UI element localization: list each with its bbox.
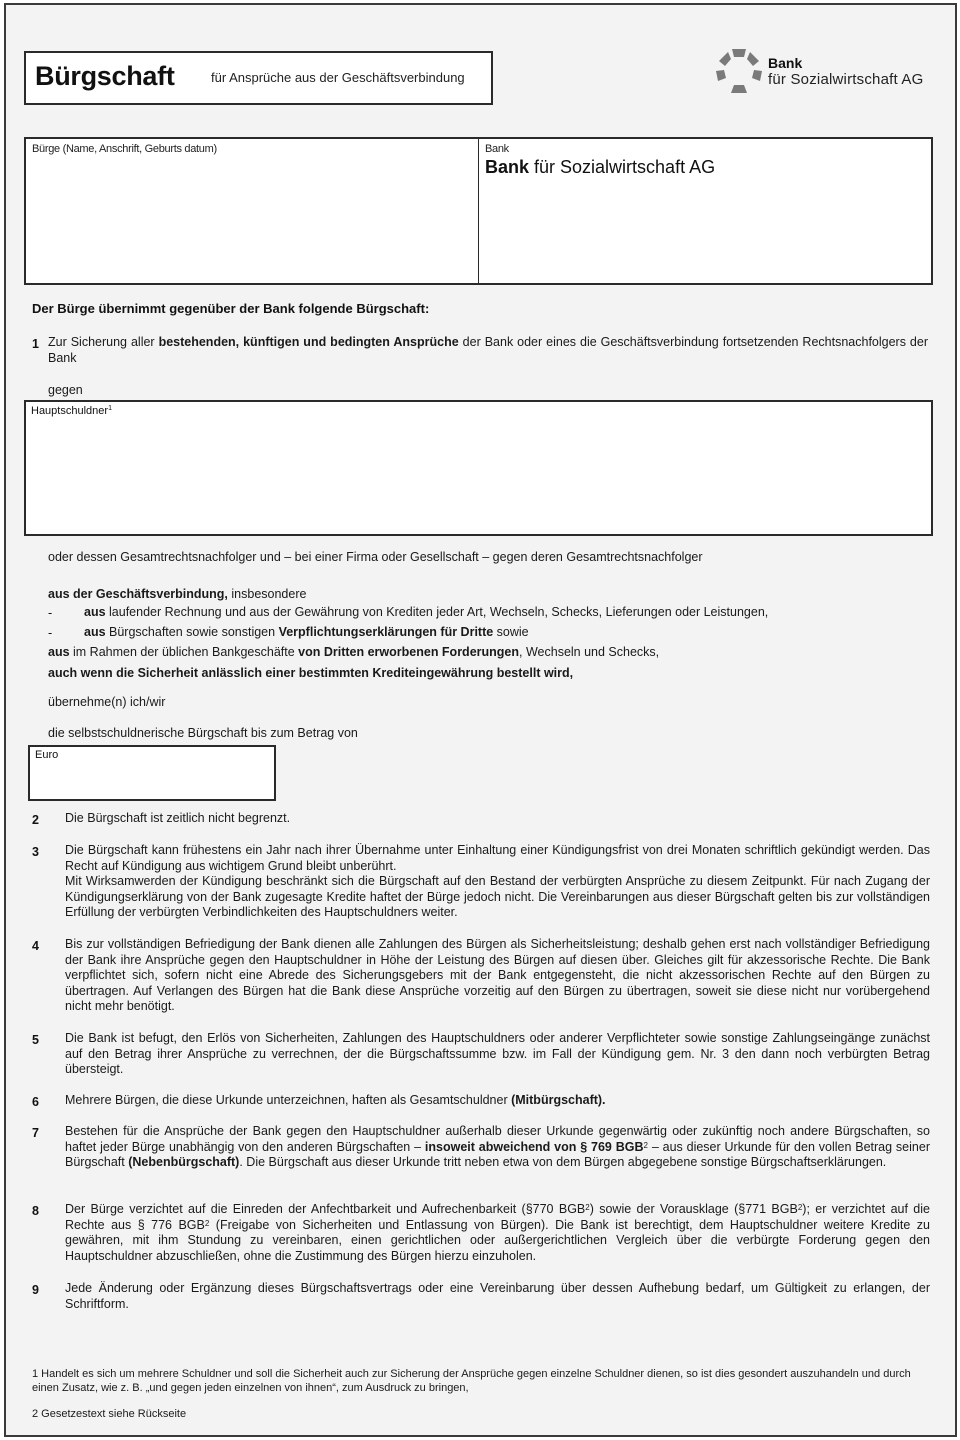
document-page [4, 3, 957, 1437]
footnote-1: 1 Handelt es sich um mehrere Schuldner und soll die Sicherheit auch zur Sicherung der Ansprüche gegen einzelne Schuldner dienen, so ist dies gesondert auszuhandeln und durch einen Zusatz, wie z. B. „und gegen jeden einzelnen von ihnen“, zum Ausdruck zu bringen, [32, 1368, 911, 1394]
section-number: 8 [32, 1204, 39, 1218]
document-title: Bürgschaft [35, 61, 175, 91]
bullet-item: aus Bürgschaften sowie sonstigen Verpflichtungserklärungen für Dritte sowie [84, 625, 529, 639]
section-2-text: Die Bürgschaft ist zeitlich nicht begrenzt. [65, 811, 291, 825]
section-number: 6 [32, 1095, 39, 1109]
section-5-text: Die Bank ist befugt, den Erlös von Sicherheiten, Zahlungen des Hauptschuldners oder anderer Verpflichteter sowie sonstige Zahlungseingänge zunächst auf den Betrag ihrer Ansprüche zu verrechnen, der die Bürgschaftssumme bzw. im Fall der Kündigung gem. Nr. 3 den dann noch verbürgten Betrag übersteigt. [65, 1031, 930, 1077]
section-number: 1 [32, 337, 39, 351]
section-3-text: Die Bürgschaft kann frühestens ein Jahr nach ihrer Übernahme unter Einhaltung einer Kündigungsfrist von drei Monaten schriftlich gekündigt werden. Das Recht auf Kündigung aus wichtigem Grund bleibt unberührt. Mit Wirksamwerden der Kündigung beschränkt sich die Bürgschaft auf den Bestand der verbürgten Ansprüche zu diesem Zeitpunkt. Für nach Zugang der Kündigungserklärung von der Bank zugesagte Kredite haftet der Bürge jedoch nicht. Die Vereinbarungen aus dieser Bürgschaft gelten bis zur vollständigen Erfüllung der verbürgten Verbindlichkeiten des Hauptschuldners weiter. [65, 843, 930, 920]
section-number: 2 [32, 813, 39, 827]
acquired-claims-text: aus im Rahmen der üblichen Bankgeschäfte von Dritten erworbenen Forderungen, Wechseln und Schecks, [48, 645, 660, 659]
section-number: 4 [32, 939, 39, 953]
parties-box [24, 137, 933, 285]
section-8-text: Der Bürge verzichtet auf die Einreden der Anfechtbarkeit und Aufrechenbarkeit (§770 BGB$^2$) sowie der Vorausklage (§771 BGB$^2$); er verzichtet auf die Rechte aus § 776 BGB$^2$ (Freigabe von Sicherheiten und Entlassung von Bürgen). Die Bank ist berechtigt, dem Hauptschuldner weitere Kredite zu gewähren, mit ihm Stundung zu vereinbaren, einen gerichtlichen oder außergerichtlichen Vergleich über die verbürgte Forderung gegen den Hauptschuldner abzuschließen, ohne die Zustimmung des Bürgen hierzu einzuholen. [65, 1202, 930, 1263]
footnote-2: 2 Gesetzestext siehe Rückseite [32, 1408, 187, 1420]
bullet-dash: - [48, 626, 53, 640]
title-box [24, 51, 493, 105]
bank-name: Bank für Sozialwirtschaft AG [485, 157, 716, 177]
section-4-text: Bis zur vollständigen Befriedigung der Bank dienen alle Zahlungen des Bürgen als Sicherheitsleistung; deshalb gehen erst nach vollständiger Befriedigung der Bank ihre Ansprüche gegen den Hauptschuldner in Höhe der Leistung des Bürgen auf diesen über. Gleiches gilt für akzessorische Rechte. Die Bank verpflichtet sich, sofern nicht eine Abrede des Sicherungsgebers mit der Bank entgegensteht, die nicht akzessorischen Rechte auf den Bürgen zu übertragen. Auf Verlangen des Bürgen hat die Bank diese Ansprüche vorzeitig auf den Bürgen zu übertragen, soweit sie diese nicht nur vorübergehend nicht mehr benötigt. [65, 937, 930, 1014]
amount-field[interactable] [28, 745, 276, 801]
euro-label: Euro [35, 749, 59, 761]
guarantor-label: Bürge (Name, Anschrift, Geburts datum) [32, 143, 217, 155]
gegen-label: gegen [48, 383, 83, 397]
bullet-item: aus laufender Rechnung und aus der Gewährung von Krediten jeder Art, Wechseln, Schecks, Lieferungen oder Leistungen, [84, 605, 769, 619]
bullet-dash: - [48, 606, 53, 620]
debtor-label: Hauptschuldner$^1$ [31, 405, 112, 417]
section-6-text: Mehrere Bürgen, die diese Urkunde unterzeichnen, haften als Gesamtschuldner (Mitbürgschaft). [65, 1093, 606, 1107]
bank-field [479, 139, 931, 283]
business-relation-text: aus der Geschäftsverbindung, insbesondere [48, 587, 307, 601]
logo-text-bank: Bank [768, 55, 803, 71]
successor-text: oder dessen Gesamtrechtsnachfolger und – bei einer Firma oder Gesellschaft – gegen deren Gesamtrechtsnachfolger [48, 550, 703, 564]
take-over-text: übernehme(n) ich/wir [48, 695, 166, 709]
section-number: 9 [32, 1283, 39, 1297]
section-number: 3 [32, 845, 39, 859]
section-7-text: Bestehen für die Ansprüche der Bank gegen den Hauptschuldner außerhalb dieser Urkunde gegenwärtig oder zukünftig noch andere Bürgschaften, so haftet jeder Bürge unabhängig von den anderen Bürgschaften – insoweit abweichend von § 769 BGB$^2$ – aus dieser Urkunde für den vollen Betrag seiner Bürgschaft (Nebenbürgschaft). Die Bürgschaft aus dieser Urkunde tritt neben etwa von dem Bürgen abgegebene sonstige Bürgschaftserklärungen. [65, 1124, 930, 1170]
bank-label: Bank [485, 143, 509, 155]
section-1-text: Zur Sicherung aller bestehenden, künftigen und bedingten Ansprüche der Bank oder eines die Geschäftsverbindung fortsetzenden Rechtsnachfolgers der Bank [48, 335, 928, 365]
section-9-text: Jede Änderung oder Ergänzung dieses Bürgschaftsvertrags oder eine Vereinbarung über dessen Aufhebung bedarf, um Gültigkeit zu erlangen, der Schriftform. [65, 1281, 930, 1311]
guarantor-field[interactable] [26, 139, 479, 283]
document-subtitle: für Ansprüche aus der Geschäftsverbindung [211, 70, 465, 85]
intro-heading: Der Bürge übernimmt gegenüber der Bank folgende Bürgschaft: [32, 301, 430, 316]
section-number: 7 [32, 1126, 39, 1140]
credit-grant-text: auch wenn die Sicherheit anlässlich einer bestimmten Krediteingewährung bestellt wird, [48, 666, 574, 680]
section-number: 5 [32, 1033, 39, 1047]
debtor-field[interactable] [24, 400, 933, 536]
amount-text: die selbstschuldnerische Bürgschaft bis zum Betrag von [48, 726, 358, 740]
logo-text-name: für Sozialwirtschaft AG [768, 71, 924, 88]
bank-logo-icon [714, 47, 764, 95]
